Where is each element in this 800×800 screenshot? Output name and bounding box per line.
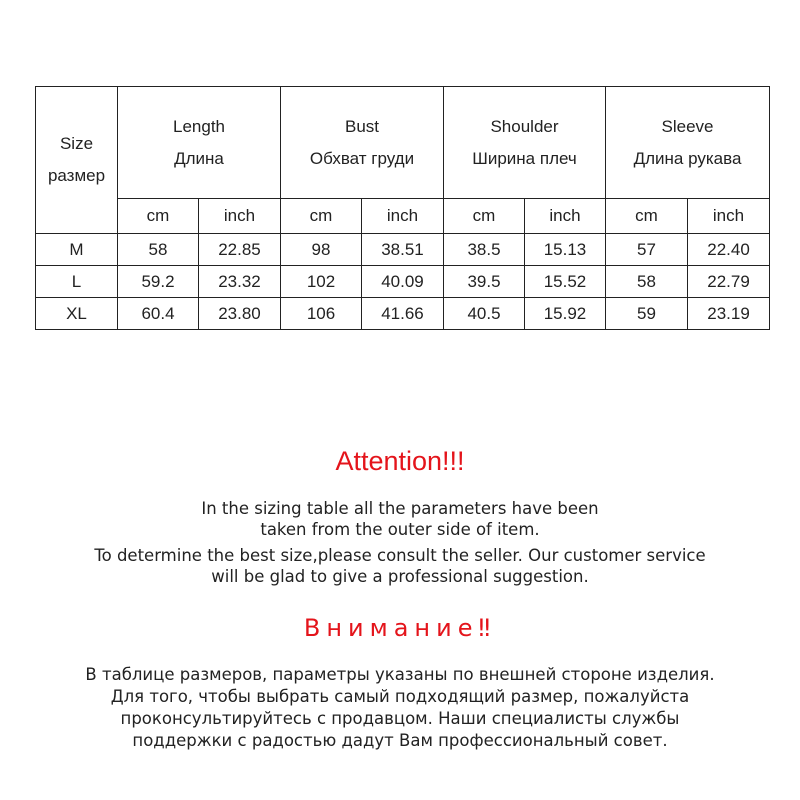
shoulder-header-ru: Ширина плеч <box>472 148 577 168</box>
value-cell: 59.2 <box>118 266 199 298</box>
value-cell: 58 <box>606 266 688 298</box>
sizing-note-line: taken from the outer side of item. <box>260 520 540 539</box>
size-table <box>35 86 770 330</box>
shoulder-header <box>444 87 606 199</box>
value-cell: 23.32 <box>199 266 281 298</box>
value-cell: 38.5 <box>444 234 525 266</box>
size-cell: XL <box>36 298 118 330</box>
value-cell: 39.5 <box>444 266 525 298</box>
attention-title-en: Attention!!! <box>335 446 465 476</box>
bust-header-ru: Обхват груди <box>309 148 415 168</box>
unit-cell: inch <box>525 199 606 234</box>
value-cell: 23.19 <box>688 298 770 330</box>
value-cell: 106 <box>281 298 362 330</box>
attention-title-ru: Внимание‼ <box>303 614 497 642</box>
size-cell: L <box>36 266 118 298</box>
value-cell: 22.85 <box>199 234 281 266</box>
unit-cell: cm <box>118 199 199 234</box>
table-row <box>36 234 770 266</box>
value-cell: 15.92 <box>525 298 606 330</box>
value-cell: 15.13 <box>525 234 606 266</box>
bust-header-en: Bust <box>344 116 380 136</box>
value-cell: 23.80 <box>199 298 281 330</box>
unit-cell: inch <box>362 199 444 234</box>
consult-note-line: will be glad to give a professional suggestion. <box>211 567 589 586</box>
size-cell: M <box>36 234 118 266</box>
length-header-en: Length <box>173 116 225 136</box>
consult-note-en <box>0 545 800 587</box>
value-cell: 38.51 <box>362 234 444 266</box>
value-cell: 57 <box>606 234 688 266</box>
sleeve-header-ru: Длина рукава <box>633 148 742 168</box>
unit-cell: inch <box>199 199 281 234</box>
size-header <box>36 87 118 234</box>
notice-ru-line: поддержки с радостью дадут Вам профессиональный совет. <box>132 731 668 750</box>
notice-ru-line: проконсультируйтесь с продавцом. Наши специалисты службы <box>120 709 680 728</box>
value-cell: 15.52 <box>525 266 606 298</box>
consult-note-line: To determine the best size,please consult the seller. Our customer service <box>94 546 706 565</box>
length-header-ru: Длина <box>174 148 224 168</box>
unit-cell: cm <box>281 199 362 234</box>
sizing-note-line: In the sizing table all the parameters have been <box>201 499 599 518</box>
table-row <box>36 298 770 330</box>
value-cell: 60.4 <box>118 298 199 330</box>
value-cell: 59 <box>606 298 688 330</box>
value-cell: 102 <box>281 266 362 298</box>
value-cell: 40.5 <box>444 298 525 330</box>
table-row <box>36 266 770 298</box>
notice-text-ru <box>0 664 800 752</box>
notice-ru-line: Для того, чтобы выбрать самый подходящий размер, пожалуйста <box>110 687 690 706</box>
notice-ru-line: В таблице размеров, параметры указаны по внешней стороне изделия. <box>85 665 715 684</box>
sizing-note-en <box>0 498 800 540</box>
bust-header <box>281 87 444 199</box>
size-header-en: Size <box>59 134 94 153</box>
unit-cell: inch <box>688 199 770 234</box>
value-cell: 41.66 <box>362 298 444 330</box>
value-cell: 22.40 <box>688 234 770 266</box>
length-header <box>118 87 281 199</box>
header-row <box>36 87 770 199</box>
unit-cell: cm <box>606 199 688 234</box>
unit-cell: cm <box>444 199 525 234</box>
unit-row <box>36 199 770 234</box>
value-cell: 98 <box>281 234 362 266</box>
value-cell: 58 <box>118 234 199 266</box>
value-cell: 22.79 <box>688 266 770 298</box>
sleeve-header <box>606 87 770 199</box>
shoulder-header-en: Shoulder <box>490 116 559 136</box>
sleeve-header-en: Sleeve <box>661 116 714 136</box>
size-header-ru: размер <box>47 166 106 185</box>
value-cell: 40.09 <box>362 266 444 298</box>
